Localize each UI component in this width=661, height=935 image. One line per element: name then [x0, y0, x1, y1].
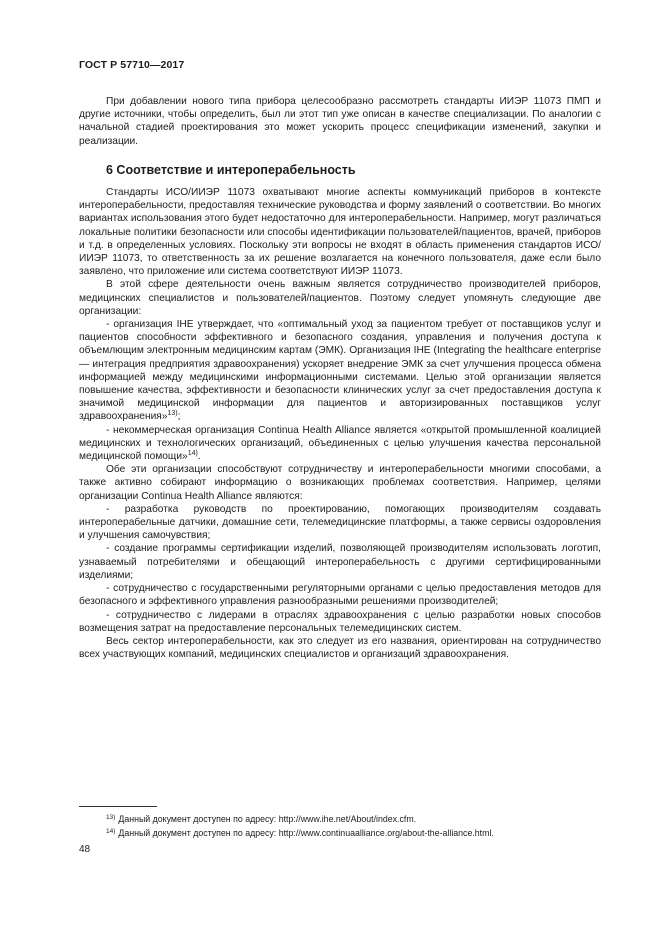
section-body: [79, 186, 601, 661]
paragraph: Весь сектор интероперабельности, как это следует из его названия, ориентирован на сотрудничество всех участвующих компаний, медицинских специалистов и организаций здравоохранения.: [79, 635, 601, 661]
punctuation: .: [197, 451, 201, 463]
list-item-continua: [79, 424, 601, 464]
document-header: ГОСТ Р 57710—2017: [79, 59, 185, 71]
footnote-ref: 14): [187, 450, 198, 458]
page-number: 48: [79, 844, 91, 855]
list-item-ihe: [79, 318, 601, 424]
footnote-divider: [79, 806, 157, 807]
list-item-text: - организация IHE утверждает, что «оптимальный уход за пациентом требует от поставщиков услуг и пациентов способности эффективного и безопасного создания, управления и получения доступа к объемлющим электронным медицинским картам (ЭМК). Организация IHE (Integrating the healthcare enterprise — интеграция предприятия здравоохранения) ускоряет внедрение ЭМК за счет улучшения процесса обмена информацией между медицинскими информационными системами. Целью этой организации является повышение качества, эффективности и безопасности клинических услуг за счет предоставления доступа к значимой медицинской информации для пациентов и авторизированных поставщиков услуг здравоохранения»: [79, 319, 601, 423]
goal-item: - сотрудничество с лидерами в отраслях здравоохранения с целью разработки новых способов возмещения затрат на предоставление персональных телемедицинских систем.: [79, 609, 601, 634]
footnote-text: Данный документ доступен по адресу: http://www.continuaalliance.org/about-the-alliance.html.: [118, 827, 494, 838]
footnote-text: Данный документ доступен по адресу: http://www.ihe.net/About/index.cfm.: [118, 814, 417, 824]
footnotes: [106, 812, 606, 840]
paragraph: В этой сфере деятельности очень важным является сотрудничество производителей приборов, медицинских специалистов и пользователей/пациентов. Поэтому следует упомянуть следующие две организации:: [79, 279, 601, 317]
footnote-13: [106, 812, 606, 826]
goal-item: - сотрудничество с государственными регуляторными органами с целью предоставления методов для безопасного и эффективного управления разнообразными решениями производителей;: [79, 583, 601, 608]
footnote-14: [106, 826, 606, 840]
paragraph: Стандарты ИСО/ИИЭР 11073 охватывают многие аспекты коммуникаций приборов в контексте интероперабельности, предоставляя технические руководства и форму заявлений о соответствии. Во многих вариантах использования этого будет недостаточно для интероперабельности. Например, могут различаться локальные политики безопасности или способы идентификации пользователей/пациентов, врачей, приборов и т.д. в определенных условиях. Поскольку эти вопросы не входят в область применения стандартов ИСО/ИИЭР 11073, то ответственность за их решение возлагается на конечного пользователя, даже если было заявлено, что приложение или система соответствуют ИИЭР 11073.: [79, 187, 601, 278]
footnote-ref: 13): [167, 410, 178, 418]
footnote-mark: 14): [106, 827, 116, 835]
intro-block: [79, 95, 601, 148]
goal-item: - создание программы сертификации изделий, позволяющей производителям использовать логотип, узнаваемый потребителями и обещающий интероперабельность с другими сертифицированными изделиями;: [79, 543, 601, 581]
footnote-mark: 13): [106, 814, 116, 821]
intro-paragraph: При добавлении нового типа прибора целесообразно рассмотреть стандарты ИИЭР 11073 ПМП и другие источники, чтобы определить, был ли этот тип уже описан в качестве специализации. По аналогии с начальной стадией проектирования это может ускорить процесс спецификации изменений, закупки и реализации.: [79, 96, 601, 147]
list-item-text: - некоммерческая организация Continua Health Alliance является «открытой промышленной коалицией медицинских и технологических организаций, объединенных с целью улучшения качества персональной медицинской помощи»: [79, 424, 601, 463]
section-heading: 6 Соответствие и интероперабельность: [106, 163, 356, 177]
paragraph: Обе эти организации способствуют сотрудничеству и интероперабельности многими способами, а также активно собирают информацию о возникающих проблемах соответствия. Например, целями организации Continua Health Alliance являются:: [79, 464, 601, 502]
goal-item: - разработка руководств по проектированию, помогающих производителям создавать интероперабельные датчики, домашние сети, телемедицинские платформы, а также сервисы оздоровления и улучшения самочувствия;: [79, 503, 601, 542]
punctuation: ;: [177, 411, 181, 423]
